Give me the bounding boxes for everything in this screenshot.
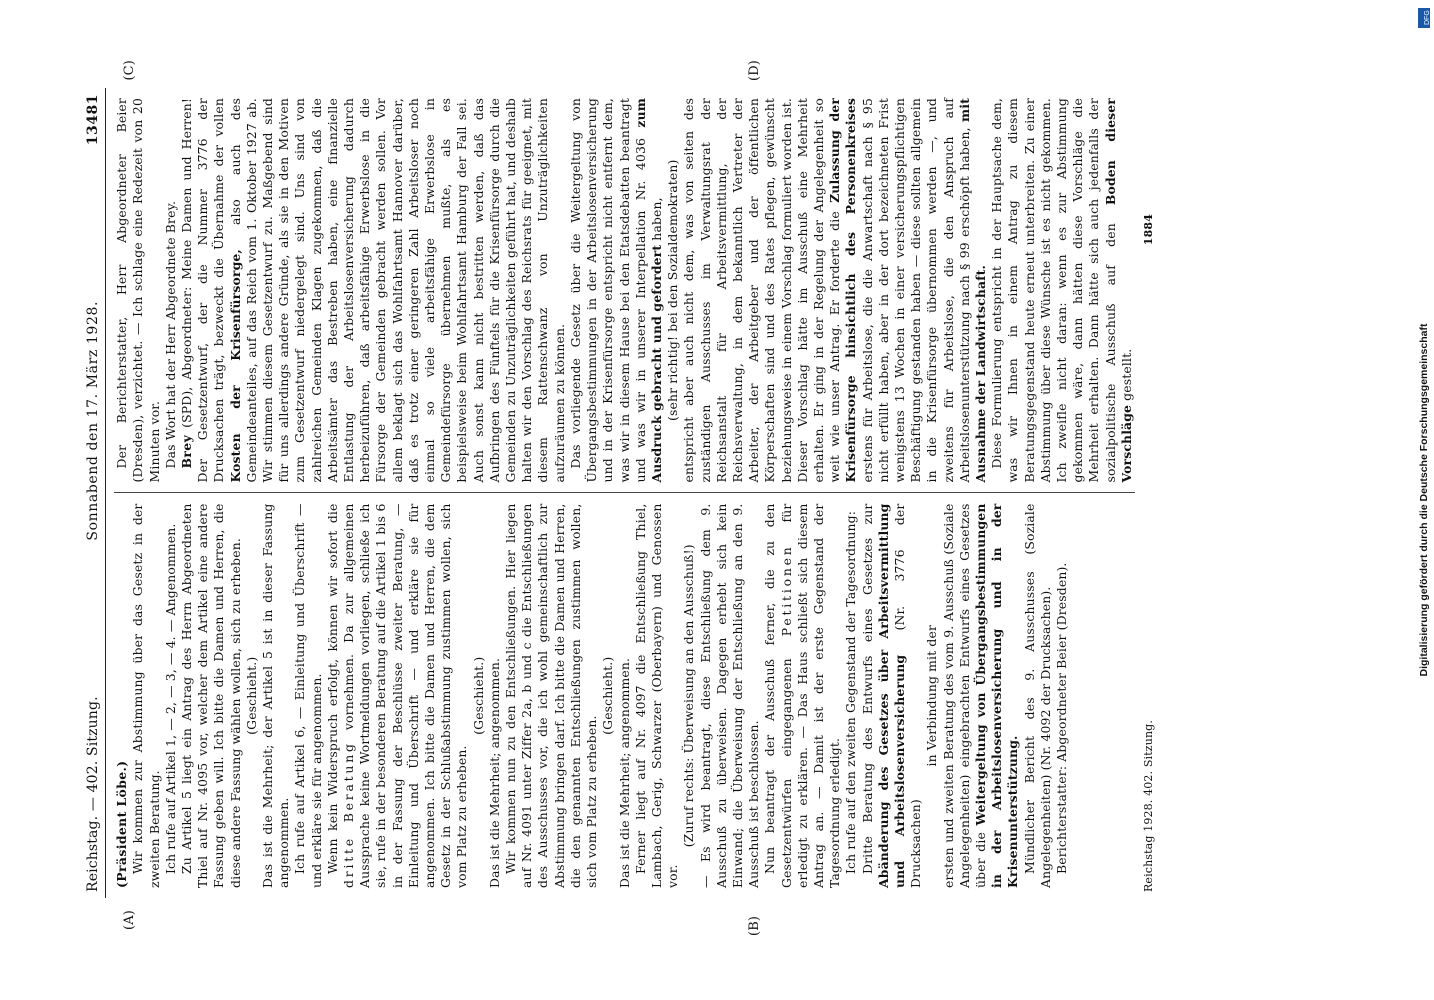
text-run: Wenn kein Widerspruch erfolgt, können wir sofort die [324,503,340,874]
text-run: haben, [648,197,664,241]
margin-marker-b: (B) [747,915,762,936]
bold-emphasis: Zulassung der Krisenfürsorge hinsichtlich des Personenkreises [827,97,859,483]
right-column [114,88,1135,493]
paragraph [325,504,471,889]
bold-emphasis: Boden dieser Vorschläge [1102,98,1134,483]
text-run: Diese Formulierung entspricht in der Hauptsache dem, was wir Ihnen in einem Antrag zu diesem Beratungsgegenstand heute erneut unterbreiten. Zu einer Abstimmung über diese Wünsche ist es nicht gekommen. Ich zweifle nicht daran: wenn es zur Abstimmung gekommen wäre, dann hätten diese Vorschläge die Mehrheit erhalten. Dann hätte sich auch jedenfalls der sozialpolitische Ausschuß auf den [989,98,1118,483]
running-header [85,88,106,898]
header-date: Sonnabend den 17. März 1928. [85,300,101,541]
margin-marker-d: (D) [747,60,762,82]
stage-direction: (Geschieht.) [243,656,259,735]
stage-direction: (Geschieht.) [600,656,616,735]
two-column-body [114,88,1135,898]
stage-direction: (Geschieht.) [470,656,486,735]
bold-title: Abänderung des Gesetzes über Arbeitsvermittlung und Arbeitslosenversicherung [875,503,907,888]
bold-emphasis: mit Ausnahme der Landwirtschaft. [956,98,988,483]
text-run: entspricht aber auch nicht dem, was von seiten des zuständigen Ausschusses im Verwaltungsrat der Reichsanstalt für Arbeitsvermittlung, der Reichsverwaltung, in dem bekanntlich Vertreter der Arbeiter, der Arbeitgeber und der öffentlichen Körperschaften sind und des Rates pflegen, gewünscht beziehungsweise in einem Vorschlag formuliert worden ist. Dieser Vorschlag hätte im Ausschuß eine Mehrheit erhalten. Er ging in der Regelung der Angelegenheit so weit wie unser Antrag. Er forderte die [681,98,843,483]
margin-marker-c: (C) [122,60,137,81]
text-run: also auch des Gemeindeanteiles, auf das Reich vom 1. Oktober 1927 ab. Wir stimmen diesem Gesetzentwurf zu. Maßgebend sind für uns allerdings andere Gründe, als sie in den Motiven zum Gesetzentwurf niedergelegt sind. Uns sind von zahlreichen Gemeinden Klagen zugekommen, daß die Arbeitsämter das Bestreben haben, eine finanzielle Entlastung der Arbeitslosenversicherung dadurch herbeizuführen, daß arbeitsfähige Erwerbslose in die Fürsorge der Gemeinden gebracht werden sollen. Vor allem beklagt sich das Wohlfahrtsamt Hannover darüber, daß es trotz einer geringeren Zahl Arbeitsloser noch einmal so viele arbeitsfähige Erwerbslose in Gemeindefürsorge übernehmen mußte, als es beispielsweise beim Wohlfahrtsamt Hamburg der Fall sei. Auch sonst kann nicht bestritten werden, daß das Aufbringen des Fünftels für die Krisenfürsorge durch die Gemeinden zu Unzuträglichkeiten geführt hat, und deshalb halten wir den Vorschlag des Reichsrats für geeignet, mit diesem Rattenschwanz von Unzuträglichkeiten aufzuräumen zu können. [227,97,567,483]
interjection: (sehr richtig! bei den Sozialdemokraten) [665,159,681,422]
paragraph [762,504,843,889]
text-run: (SPD), Abgeordneter: Meine Damen und Herren! Der Gesetzentwurf, der die Nummer 3776 der Drucksachen trägt, bezweckt die Übernahme der vollen [179,98,227,483]
speech-paragraph [179,98,568,483]
dfg-logo: DFG [1418,8,1430,28]
paragraph: Der Berichterstatter, Herr Abgeordneter Beier (Dresden), verzichtet. — Ich schlage eine Redezeit von 20 Minuten vor. [114,98,162,483]
header-session: Reichstag. — 402. Sitzung. [85,696,101,892]
paragraph: Mündlicher Bericht des 9. Ausschusses (Soziale Angelegenheiten) (Nr. 4092 der Drucksachen). [1021,503,1053,888]
paragraph: Ich rufe auf Artikel 6, — Einleitung und Überschrift — und erkläre sie für angenommen. [292,503,324,888]
header-page-number: 13481 [85,94,101,146]
digitization-credit-text: Digitalisierung gefördert durch die Deutsche Forschungsgemeinschaft [1418,323,1430,677]
paragraph: Ich rufe auf Artikel 1, — 2, — 3, — 4. — Angenommen. [162,523,178,874]
text-run: (Nr. 3776 der Drucksachen) [891,503,924,888]
digitization-credit-strip [1414,0,1434,1000]
paragraph: Das Wort hat der Herr Abgeordnete Brey. [162,200,178,469]
margin-marker-a: (A) [122,910,137,930]
bold-emphasis: Kosten der Krisenfürsorge, [227,249,243,483]
text-run: Das vorliegende Gesetz über die Weitergeltung von Übergangsbestimmungen in der Arbeitslosenversicherung und in der Krisenfürsorge entspricht nicht entfernt dem, was wir in diesem Hause bei den Etatsdebatten beantragt und was wir in unserer Interpellation Nr. 4036 [567,98,648,483]
bold-emphasis: zum Ausdruck gebracht und gefordert [632,98,664,483]
text-run: Nun beantragt der Ausschuß ferner, die zu den Gesetzentwürfen eingegangenen [762,503,794,888]
text-run: erstens für Arbeitslose, die die Anwartschaft nach § 95 nicht erfüllt haben, aber in der dort bezeichneten Frist wenigstens 13 Wochen in einer versicherungspflichtigen Beschäftigung gestanden haben — diese sollten allgemein in die Krisenfürsorge übernommen werden —, und zweitens für Arbeitslose, die den Anspruch auf Arbeitslosenunterstützung nach § 99 erschöpft haben, [859,98,972,483]
paragraph: Ich rufe auf den zweiten Gegenstand der Tagesordnung: [843,510,859,874]
interjection: (Zuruf rechts: Überweisung an den Ausschuß!) [681,544,697,848]
connector-text: in Verbindung mit der [924,624,940,767]
spaced-emphasis: Petitionen [778,544,794,637]
paragraph: Ferner liegt auf Nr. 4097 die Entschließung Thiel, Lambach, Gerig, Schwarzer (Oberbayern) und Genossen vor. [632,503,681,888]
text-run: gestellt. [1118,348,1134,401]
bold-title: Weitergeltung von Übergangsbestimmungen in der Arbeitslosenversicherung und in der Krisenunterstützung. [972,503,1021,888]
footer-signature-number: 1884 [1142,214,1155,246]
paragraph: Das ist die Mehrheit; der Artikel 5 ist in dieser Fassung angenommen. [260,503,292,888]
text-run: ersten und zweiten Beratung des vom 9. Ausschuß (Soziale Angelegenheiten) eingebrachten Entwurfs eines Gesetzes über die [940,503,988,888]
paragraph: Berichterstatter: Abgeordneter Beier (Dresden). [1053,562,1069,874]
left-column [114,493,1135,899]
paragraph: — Es wird beantragt, diese Entschließung dem 9. Ausschuß zu überweisen. Dagegen erhebt sich kein Einwand; die Überweisung der Entschließung an den 9. Ausschuß ist beschlossen. [697,503,762,888]
paragraph: Wir kommen nun zu den Entschließungen. Hier liegen auf Nr. 4091 unter Ziffer 2a, b und c die Entschließungen des Ausschusses vor, die ich wohl gemeinschaftlich zur Abstimmung bringen darf. Ich bitte die Damen und Herren, die den genannten Entschließungen zustimmen wollen, sich vom Platz zu erheben. [503,503,600,888]
page-footer [1135,88,1157,898]
text-run: für erledigt zu erklären. — Das Haus schließt sich diesem Antrag an. — Damit ist der erste Gegenstand der Tagesordnung erledigt. [778,503,843,888]
paragraph: Zu Artikel 5 liegt ein Antrag des Herrn Abgeordneten Thiel auf Nr. 4095 vor, welcher dem Artikel eine andere Fassung geben will. Ich bitte die Damen und Herren, die diese andere Fassung wählen wollen, sich zu erheben. [179,503,243,888]
paragraph [681,98,989,483]
paragraph: Wir kommen zur Abstimmung über das Gesetz in der zweiten Beratung. [130,503,162,888]
text-run: vornehmen. Da zur allgemeinen Aussprache keine Wortmeldungen vorliegen, schließe ich sie, rufe in der besonderen Beratung auf die Artikel 1 bis 6 in der Fassung der Beschlüsse zweiter Beratung, — Einleitung und Überschrift — und erkläre sie für angenommen. Ich bitte die Damen und Herren, die dem Gesetz in der Schlußabstimmung zustimmen wollen, sich vom Platz zu erheben. [341,503,470,888]
paragraph [989,98,1135,483]
speaker-name: Brey [179,434,195,469]
paragraph [568,98,665,483]
text-run: Dritte Beratung des Entwurfs eines Gesetzes zur [859,503,875,874]
agenda-item [860,504,925,889]
presiding-speaker: (Präsident Löbe.) [114,760,130,888]
paragraph: Das ist die Mehrheit; angenommen. [616,657,632,888]
rotated-scan-page [67,50,1367,950]
agenda-item [941,504,1022,889]
footer-session: Reichstag 1928. 402. Sitzung. [1142,719,1155,892]
paragraph: Das ist die Mehrheit; angenommen. [486,657,502,888]
spaced-emphasis: dritte Beratung [341,741,357,888]
